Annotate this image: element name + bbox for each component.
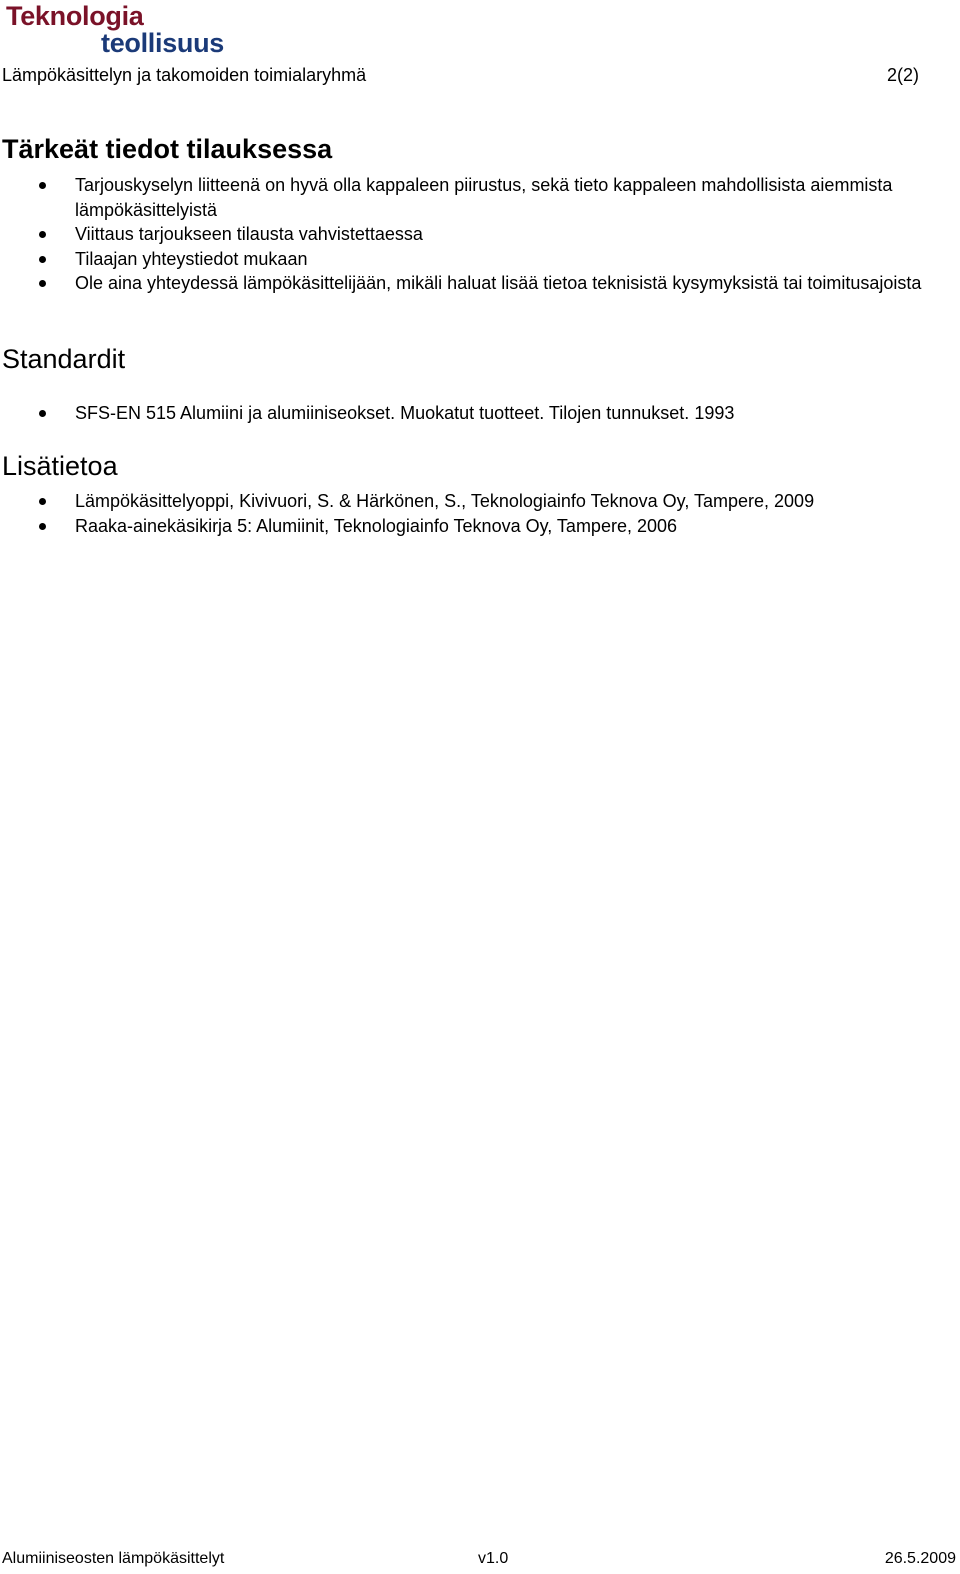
further-info-list <box>0 489 930 538</box>
list-item-text: Tilaajan yhteystiedot mukaan <box>75 248 308 269</box>
section-heading-further-info: Lisätietoa <box>2 451 118 481</box>
list-item <box>0 489 930 514</box>
list-item <box>0 222 930 247</box>
footer-document-title: Alumiiniseosten lämpökäsittelyt <box>2 1550 225 1567</box>
bullet-icon <box>39 498 46 505</box>
list-item-text: Tarjouskyselyn liitteenä on hyvä olla kappaleen piirustus, sekä tieto kappaleen mahdollisista aiemmista lämpökäsittelyistä <box>75 175 893 220</box>
list-item-text: Viittaus tarjoukseen tilausta vahvistettaessa <box>75 224 423 244</box>
list-item <box>0 173 930 222</box>
bullet-icon <box>39 231 46 238</box>
list-item-text: Ole aina yhteydessä lämpökäsittelijään, mikäli haluat lisää tietoa teknisistä kysymyksistä tai toimitusajoista <box>75 273 922 293</box>
bullet-icon <box>39 410 46 417</box>
footer-version: v1.0 <box>478 1550 509 1567</box>
list-item <box>0 271 930 296</box>
document-header-title: Lämpökäsittelyn ja takomoiden toimialaryhmä <box>2 65 367 85</box>
list-item-text: Lämpökäsittelyoppi, Kivivuori, S. & Härkönen, S., Teknologiainfo Teknova Oy, Tampere, 2009 <box>75 491 815 511</box>
teknologiateollisuus-logo <box>6 2 256 56</box>
footer-date: 26.5.2009 <box>884 1550 956 1567</box>
important-info-list <box>0 173 930 296</box>
list-item <box>0 514 930 539</box>
section-heading-important-info: Tärkeät tiedot tilauksessa <box>2 134 333 164</box>
list-item-text: SFS-EN 515 Alumiini ja alumiiniseokset. Muokatut tuotteet. Tilojen tunnukset. 1993 <box>75 403 735 423</box>
bullet-icon <box>39 182 46 189</box>
page-number: 2(2) <box>886 65 919 85</box>
section-heading-standards: Standardit <box>2 344 126 374</box>
list-item <box>0 247 930 272</box>
bullet-icon <box>39 280 46 287</box>
bullet-icon <box>39 523 46 530</box>
list-item <box>0 401 930 426</box>
logo-line-2: teollisuus <box>101 28 225 58</box>
list-item-text: Raaka-ainekäsikirja 5: Alumiinit, Teknologiainfo Teknova Oy, Tampere, 2006 <box>75 515 678 536</box>
logo-line-1: Teknologia <box>6 1 144 31</box>
standards-list <box>0 401 930 426</box>
bullet-icon <box>39 256 46 263</box>
